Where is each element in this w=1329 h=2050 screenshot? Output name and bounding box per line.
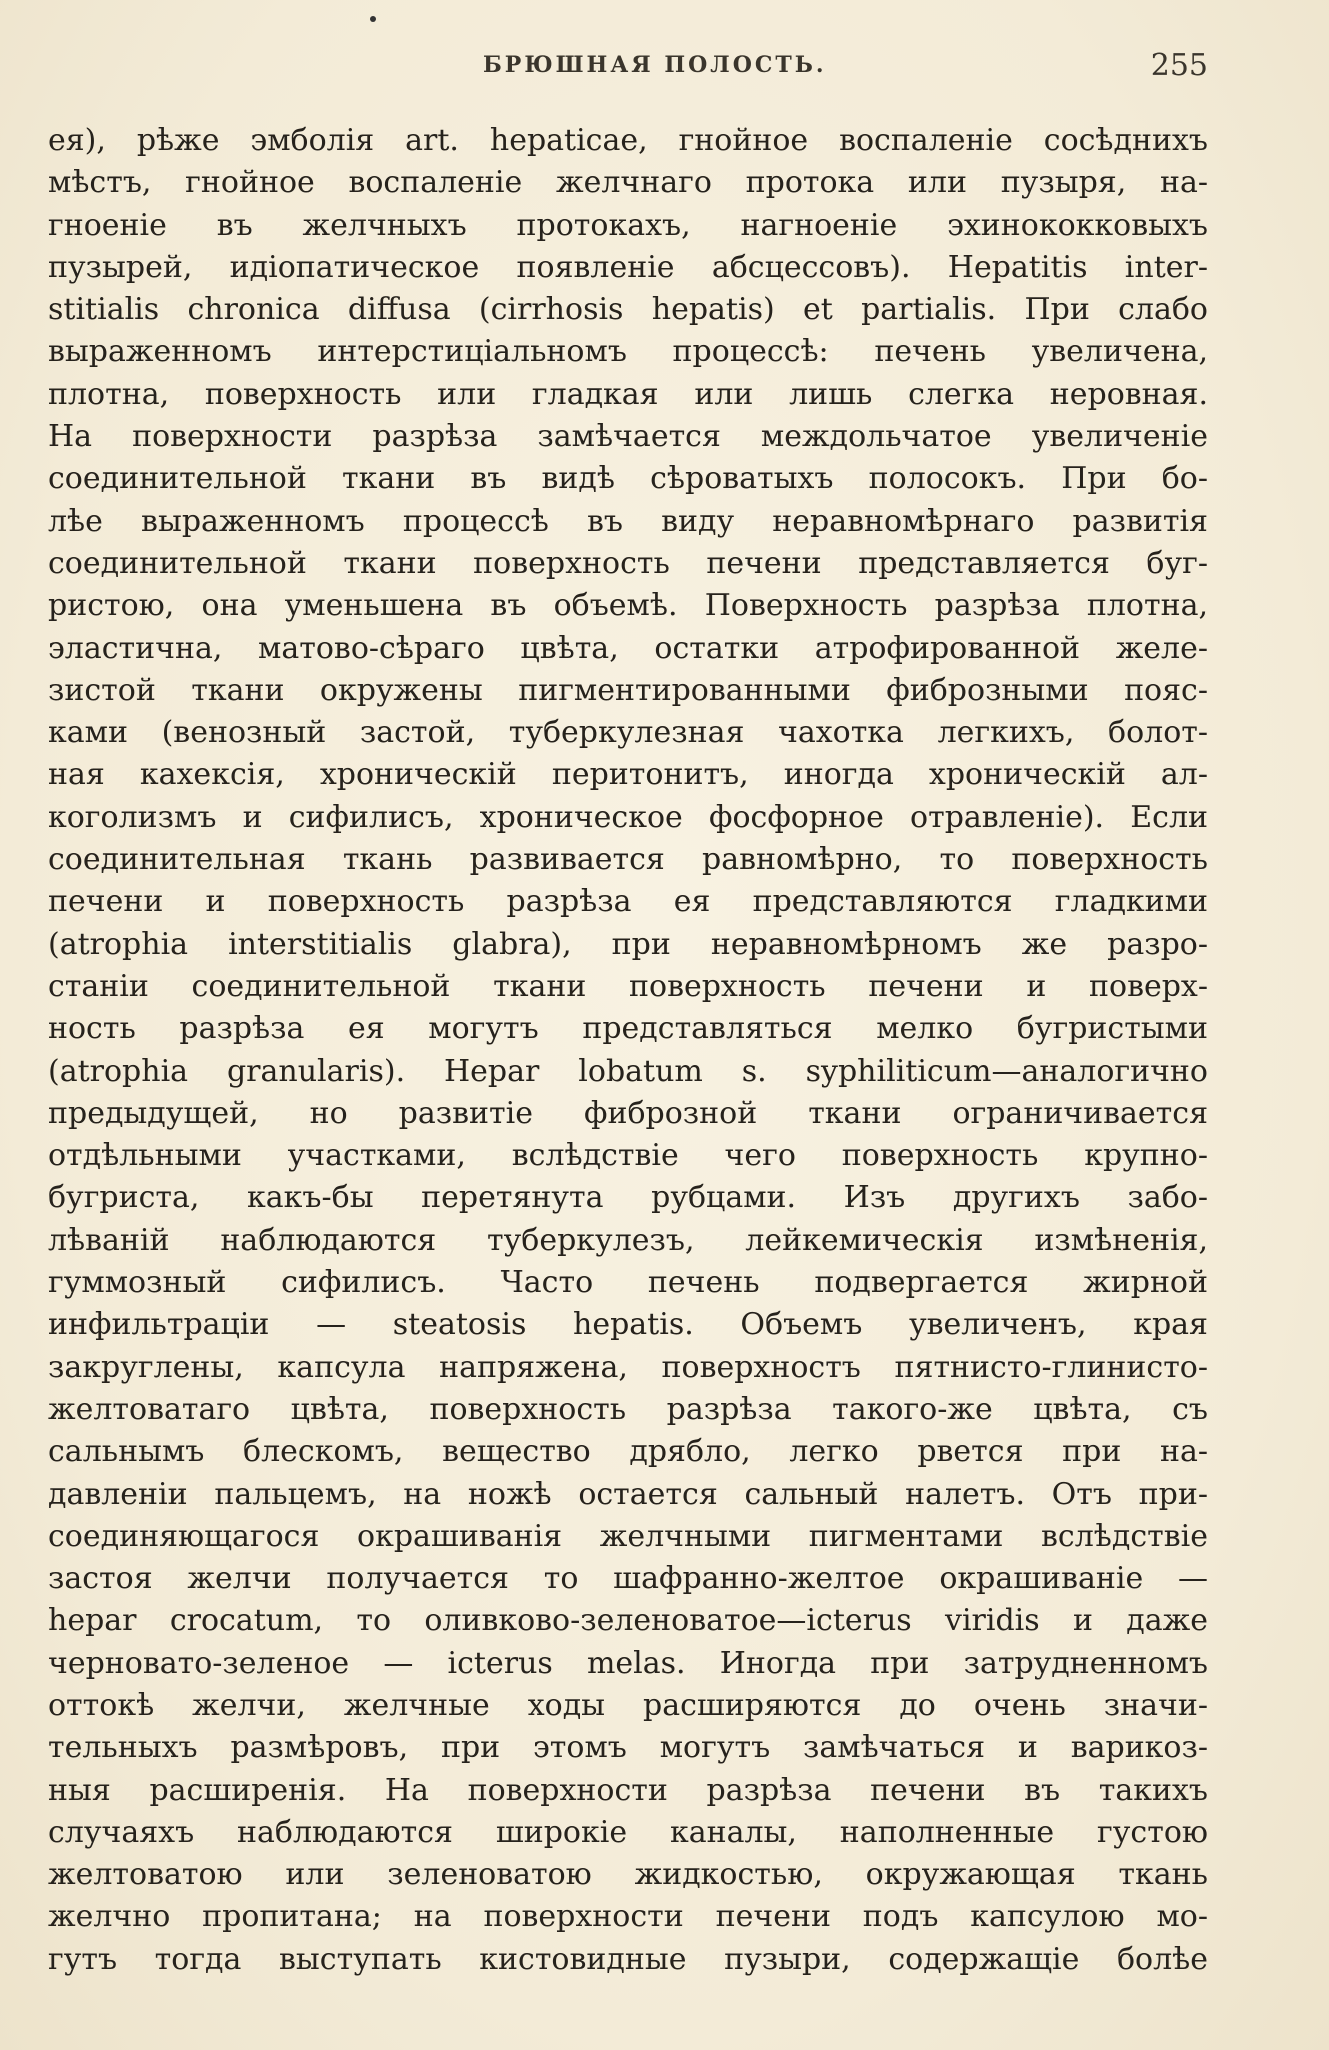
text-line: давленіи пальцемъ, на ножѣ остается сальный налетъ. Отъ при- [48, 1476, 1208, 1512]
text-line: предыдущей, но развитіе фиброзной ткани ограничивается [48, 1095, 1208, 1131]
text-line: лѣваній наблюдаются туберкулезъ, лейкемическія измѣненія, [48, 1222, 1208, 1258]
text-line: желчно пропитана; на поверхности печени подъ капсулою мо- [48, 1899, 1208, 1935]
text-line: эластична, матово-сѣраго цвѣта, остатки атрофированной желе- [48, 630, 1208, 666]
text-line: выраженномъ интерстиціальномъ процессѣ: печень увеличена, [48, 334, 1208, 370]
text-line: закруглены, капсула напряжена, поверхностъ пятнисто-глинисто- [48, 1349, 1208, 1385]
text-line: (atrophia interstitialis glabra), при неравномѣрномъ же разро- [48, 926, 1208, 962]
text-line: соединяющагося окрашиванія желчными пигментами вслѣдствіе [48, 1518, 1208, 1554]
text-line: мѣстъ, гнойное воспаленіе желчнаго протока или пузыря, на- [48, 165, 1208, 201]
page-number: 255 [1150, 48, 1208, 83]
text-line: станіи соединительной ткани поверхность печени и поверх- [48, 968, 1208, 1004]
text-line: ность разрѣза ея могутъ представляться мелко бугристыми [48, 1011, 1208, 1047]
text-line: печени и поверхность разрѣза ея представляются гладкими [48, 884, 1208, 920]
text-line: оттокѣ желчи, желчные ходы расширяются до очень значи- [48, 1687, 1208, 1723]
text-line: гноеніе въ желчныхъ протокахъ, нагноеніе эхинококковыхъ [48, 207, 1208, 243]
text-line: инфильтраціи — steatosis hepatis. Объемъ увеличенъ, края [48, 1307, 1208, 1343]
text-line: бугриста, какъ-бы перетянута рубцами. Изъ другихъ забо- [48, 1180, 1208, 1216]
body-text [48, 120, 1208, 1981]
text-line: stitialis chronica diffusa (cirrhosis hepatis) et partialis. При слабо [48, 292, 1208, 328]
text-line: пузырей, идіопатическое появленіе абсцессовъ). Hepatitis inter- [48, 249, 1208, 285]
text-line: гуммозный сифилисъ. Часто печень подвергается жирной [48, 1265, 1208, 1301]
ink-dot [370, 16, 376, 22]
text-line: ками (венозный застой, туберкулезная чахотка легкихъ, болот- [48, 715, 1208, 751]
text-line: ная кахексія, хроническій перитонитъ, иногда хроническій ал- [48, 757, 1208, 793]
text-line: соединительной ткани въ видѣ сѣроватыхъ полосокъ. При бо- [48, 461, 1208, 497]
running-head [48, 48, 1208, 88]
text-line: hepar crocatum, то оливково-зеленоватое—icterus viridis и даже [48, 1603, 1208, 1639]
text-line: коголизмъ и сифилисъ, хроническое фосфорное отравленіе). Если [48, 799, 1208, 835]
text-line: тельныхъ размѣровъ, при этомъ могутъ замѣчаться и варикоз- [48, 1730, 1208, 1766]
text-line: На поверхности разрѣза замѣчается междольчатое увеличеніе [48, 419, 1208, 455]
text-line: соединительной ткани поверхность печени представляется буг- [48, 545, 1208, 581]
text-line: (atrophia granularis). Hepar lobatum s. syphiliticum—аналогично [48, 1053, 1208, 1089]
text-line: лѣе выраженномъ процессѣ въ виду неравномѣрнаго развитія [48, 503, 1208, 539]
text-line: отдѣльными участками, вслѣдствіе чего поверхность крупно- [48, 1138, 1208, 1174]
text-line: зистой ткани окружены пигментированными фиброзными пояс- [48, 672, 1208, 708]
text-line: ныя расширенія. На поверхности разрѣза печени въ такихъ [48, 1772, 1208, 1808]
text-line: желтоватаго цвѣта, поверхность разрѣза такого-же цвѣта, съ [48, 1391, 1208, 1427]
text-line: случаяхъ наблюдаются широкіе каналы, наполненные густою [48, 1814, 1208, 1850]
text-line: сальнымъ блескомъ, вещество дрябло, легко рвется при на- [48, 1434, 1208, 1470]
running-title: БРЮШНАЯ ПОЛОСТЬ. [483, 52, 827, 78]
text-line: соединительная ткань развивается равномѣрно, то поверхность [48, 842, 1208, 878]
text-line: застоя желчи получается то шафранно-желтое окрашиваніе — [48, 1561, 1208, 1597]
text-line: гутъ тогда выступать кистовидные пузыри, содержащіе болѣе [48, 1941, 1208, 1977]
text-line: плотна, поверхность или гладкая или лишь слегка неровная. [48, 376, 1208, 412]
text-line: ристою, она уменьшена въ объемѣ. Поверхность разрѣза плотна, [48, 588, 1208, 624]
text-line: черновато-зеленое — icterus melas. Иногда при затрудненномъ [48, 1645, 1208, 1681]
text-line: желтоватою или зеленоватою жидкостью, окружающая ткань [48, 1857, 1208, 1893]
text-line: ея), рѣже эмболія art. hepaticae, гнойное воспаленіе сосѣднихъ [48, 123, 1208, 158]
